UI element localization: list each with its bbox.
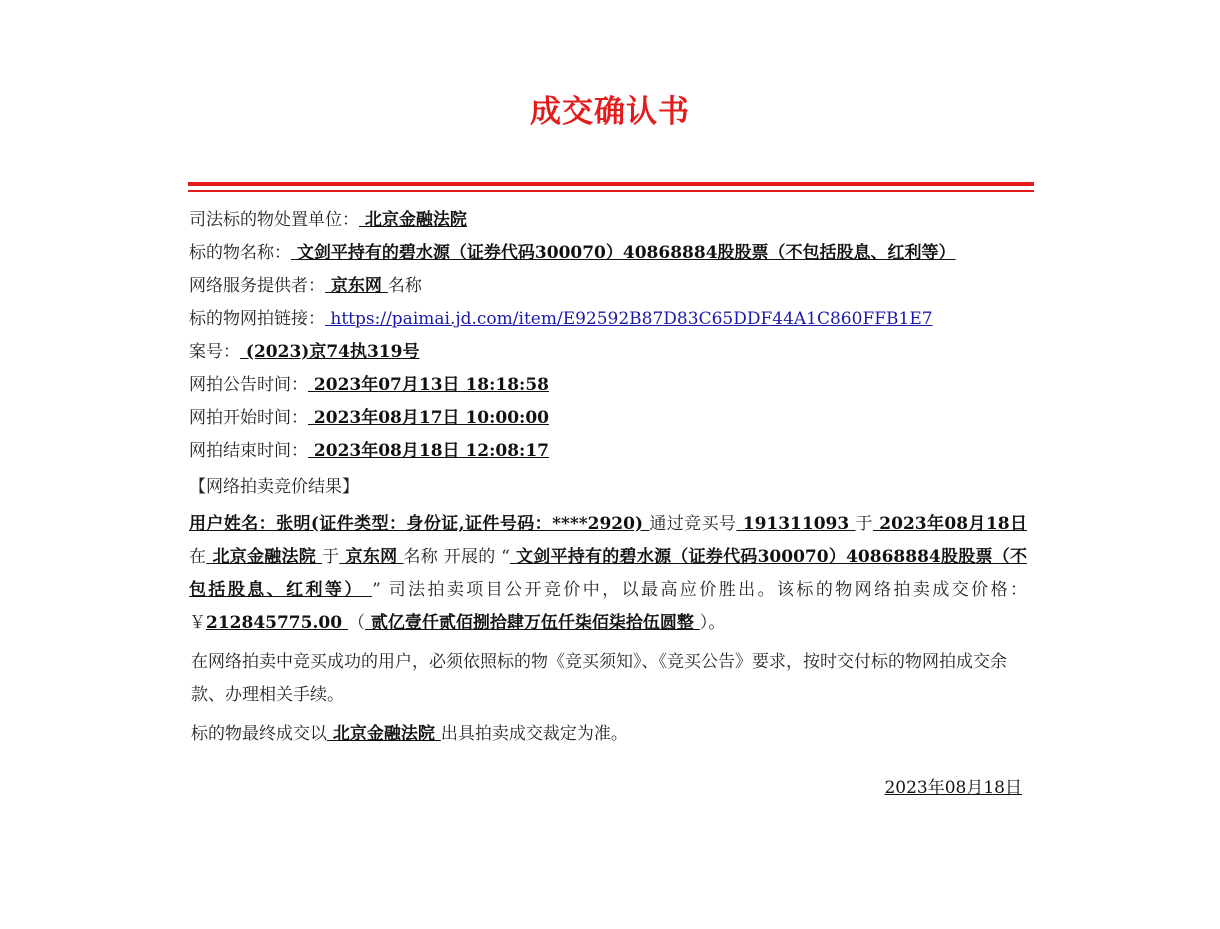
result-subject: 文剑平持有的碧水源（证券代码300070）40868884股股票（不包括股息、红利等） [189, 547, 1028, 600]
winner-info: 用户姓名：张明(证件类型：身份证,证件号码：****2920) [189, 514, 650, 534]
field-case-number [189, 336, 1029, 369]
provider-value: 京东网 [325, 276, 388, 296]
price-number: 212845775.00 [206, 613, 348, 633]
result-text: 通过竞买号 [649, 514, 737, 534]
link-label: 标的物网拍链接： [189, 309, 325, 329]
field-auction-link [189, 303, 1029, 336]
subject-name-value: 文剑平持有的碧水源（证券代码300070）40868884股股票（不包括股息、红利等） [291, 243, 956, 263]
price-words: 贰亿壹仟贰佰捌拾肆万伍仟柒佰柒拾伍圆整 [364, 613, 700, 633]
disposal-unit-value: 北京金融法院 [359, 210, 467, 230]
end-value: 2023年08月18日 12:08:17 [308, 441, 549, 461]
result-text: 在 [189, 547, 207, 567]
final-ruling-court: 北京金融法院 [327, 724, 441, 744]
field-announce-time [189, 369, 1029, 402]
subject-name-label: 标的物名称： [189, 243, 291, 263]
final-ruling-prefix: 标的物最终成交以 [191, 724, 327, 744]
page-title: 成交确认书 [530, 94, 690, 130]
result-text: 名称 开展的 “ [403, 547, 510, 567]
result-court: 北京金融法院 [206, 547, 323, 567]
auction-link[interactable]: https://paimai.jd.com/item/E92592B87D83C65DDF44A1C860FFB1E7 [325, 309, 933, 329]
title-divider-thick [188, 182, 1034, 186]
result-text: ）。 [699, 613, 726, 633]
field-subject-name [189, 237, 1029, 270]
field-end-time [189, 435, 1029, 468]
disposal-unit-label: 司法标的物处置单位： [189, 210, 359, 230]
field-provider [189, 270, 1029, 303]
announce-value: 2023年07月13日 18:18:58 [308, 375, 549, 395]
result-text: 于 [322, 547, 340, 567]
provider-suffix: 名称 [387, 276, 422, 296]
title-divider-thin [188, 190, 1034, 192]
announce-label: 网拍公告时间： [189, 375, 308, 395]
instruction-paragraph: 在网络拍卖中竞买成功的用户，必须依照标的物《竞买须知》、《竞买公告》要求，按时交付标的物网拍成交余款、办理相关手续。 [191, 652, 1007, 705]
result-platform: 京东网 [339, 547, 404, 567]
case-label: 案号： [189, 342, 240, 362]
result-text: 于 [855, 514, 873, 534]
provider-label: 网络服务提供者： [189, 276, 325, 296]
result-text: ” 司法拍卖项目公开竞价中，以最高应价胜出。该标的物网络拍卖成交价格：￥ [189, 580, 1028, 633]
end-label: 网拍结束时间： [189, 441, 308, 461]
document-date-line [189, 772, 1022, 805]
bid-date: 2023年08月18日 [872, 514, 1027, 534]
final-ruling-paragraph [189, 718, 1029, 751]
result-text: （ [347, 613, 365, 633]
field-start-time [189, 402, 1029, 435]
start-value: 2023年08月17日 10:00:00 [308, 408, 549, 428]
document-body [189, 204, 1029, 751]
document-date: 2023年08月18日 [884, 778, 1022, 798]
result-paragraph [189, 508, 1027, 640]
start-label: 网拍开始时间： [189, 408, 308, 428]
result-section-title: 【网络拍卖竞价结果】 [189, 477, 359, 497]
bid-number: 191311093 [736, 514, 856, 534]
field-disposal-unit [189, 204, 1029, 237]
final-ruling-suffix: 出具拍卖成交裁定为准。 [440, 724, 628, 744]
case-value: (2023)京74执319号 [240, 342, 420, 362]
